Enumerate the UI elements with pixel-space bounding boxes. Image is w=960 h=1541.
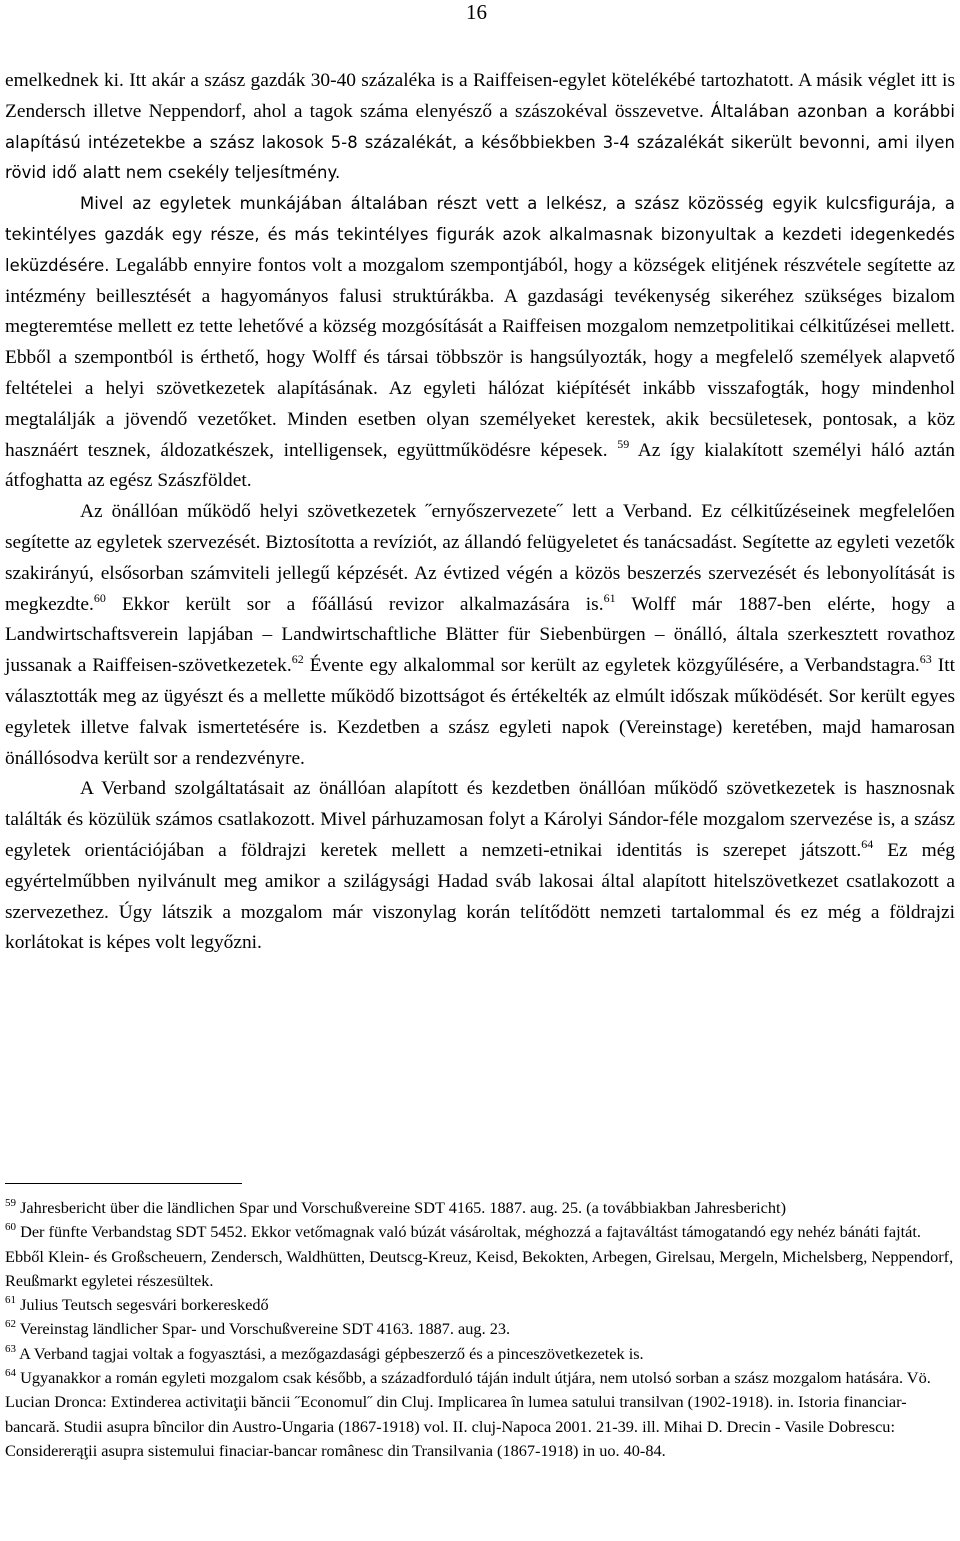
footnote-number: 61: [5, 1294, 16, 1307]
footnote-text: Vereinstag ländlicher Spar- und Vorschußvereine SDT 4163. 1887. aug. 23.: [16, 1319, 511, 1339]
footnote-text: Julius Teutsch segesvári borkereskedő: [16, 1295, 269, 1315]
footnotes: [5, 1196, 955, 1463]
paragraph-3: [5, 497, 955, 774]
footnote-text: A Verband tagjai voltak a fogyasztási, a mezőgazdasági gépbeszerző és a pinceszövetkezetek is.: [16, 1343, 644, 1363]
footnote-ref-60[interactable]: 60: [93, 590, 106, 605]
footnote-60: [5, 1220, 955, 1293]
body-text: [5, 66, 955, 959]
paragraph-1-text-b: Általában azonban a korábbi alapítású intézetekbe a szász lakosok 5-8 százalékát, a későbbiekben 3-4 százalékát sikerült bevonni, ami ilyen rövid idő alatt nem csekély teljesítmény.: [5, 101, 955, 183]
paragraph-1-text-a: emelkednek ki. Itt akár a szász gazdák 30-40 százaléka is a Raiffeisen-egylet kötelékébé tartozhatott. A másik véglet itt is Zendersch illetve Neppendorf, ahol a tagok száma elenyésző a szászokéval összevetve.: [5, 70, 955, 122]
paragraph-3-text-a: Az önállóan működő helyi szövetkezetek ˝ernyőszervezete˝ lett a Verband. Ez célkitűzéseinek megfelelően segítette az egyletek szervezését. Biztosította a revíziót, az állandó felügyeletet és tanácsadást. Segítette az egyleti vezetők szakirányú, elsősorban számviteli jellegű képzését. Az évtized végén a közös beszerzés szervezését és lebonyolítását is megkezdte.: [5, 501, 955, 615]
footnote-62: [5, 1317, 955, 1341]
footnote-number: 59: [5, 1197, 16, 1209]
footnote-ref-59[interactable]: 59: [617, 436, 630, 451]
footnote-text: Jahresbericht über die ländlichen Spar und Vorschußvereine SDT 4165. 1887. aug. 25. (a továbbiakban Jahresbericht): [16, 1198, 786, 1217]
paragraph-2-text-b: Legalább ennyire fontos volt a mozgalom szempontjából, hogy a községek elitjének részvétele segítette az intézmény beillesztését a hagyományos falusi struktúrákba. A gazdasági tevékenység sikeréhez szükséges bizalom megteremtése mellett ez tette lehetővé a község mozgósítását a Raiffeisen mozgalom nemzetpolitikai célkitűzései mellett. Ebből a szempontból is érthető, hogy Wolff és társai többször is hangsúlyozták, hogy a megfelelő személyek alapvető feltételei a helyi szövetkezetek alapításának. Az egyleti hálózat kiépítését inkább visszafogták, hogy mindenhol megtalálják a jövendő vezetőket. Minden esetben olyan személyeket kerestek, akik becsületesek, pontosak, a köz hasznáért tesznek, áldozatkészek, intelligensek, együttműködésre képesek.: [5, 254, 955, 461]
paragraph-4-text-a: A Verband szolgáltatásait az önállóan alapított és kezdetben önállóan működő szövetkezetek is hasznosnak találták és közülük számos csatlakozott. Mivel párhuzamosan folyt a Károlyi Sándor-féle mozgalom szervezése is, a szász egyletek orientációjában a földrajzi keretek mellett a nemzeti-etnikai identitás is szerepet játszott.: [5, 778, 955, 861]
paragraph-1: [5, 66, 955, 189]
footnote-text: Ugyanakkor a román egyleti mozgalom csak később, a századforduló táján indult útjára, nem utolsó sorban a szász mozgalom hatására. Vö. Lucian Dronca: Extinderea activitaţii băncii ˝Economul˝ din Cluj. Implicarea în lumea satului transilvan (1902-1918). in. Istoria financiar-bancară. Studii asupra bîncilor din Austro-Ungaria (1867-1918) vol. II. cluj-Napoca 2001. 21-39. ill. Mihai D. Drecin - Vasile Dobrescu: Considererąţii asupra sistemului finaciar-bancar românesc din Transilvania (1867-1918) in uo. 40-84.: [5, 1368, 931, 1460]
footnote-61: [5, 1293, 955, 1317]
paragraph-2-text-a: Mivel az egyletek munkájában általában részt vett a lelkész, a szász közösség egyik kulcsfigurája, a tekintélyes gazdák egy része, és más tekintélyes figurák azok alkalmasnak bizonyultak a kezdeti idegenkedés leküzdésére.: [5, 194, 955, 275]
paragraph-4: [5, 774, 955, 959]
paragraph-4-text-b: Ez még egyértelműbben nyilvánult meg amikor a szilágysági Hadad sváb lakosai által alapított hitelszövetkezet csatlakozott a szervezethez. Úgy látszik a mozgalom már viszonylag korán telítődött nemzeti tartalommal és ez még a földrajzi korlátokat is képes volt legyőzni.: [5, 839, 956, 954]
footnote-63: [5, 1342, 955, 1366]
footnote-text: Der fünfte Verbandstag SDT 5452. Ekkor vetőmagnak való búzát vásároltak, méghozzá a fajtaváltást támogatandó egy nehéz bánáti fajtát. Ebből Klein- és Großscheuern, Zendersch, Waldhütten, Deutscg-Kreuz, Keisd, Bekokten, Arbegen, Girelsau, Mergeln, Michelsberg, Neppendorf, Reußmarkt egyletei részesültek.: [5, 1222, 954, 1290]
footnote-number: 63: [5, 1342, 16, 1355]
paragraph-3-text-d: Évente egy alkalommal sor került az egyletek közgyűlésére, a Verbandstagra.: [303, 655, 920, 677]
footnote-number: 60: [5, 1221, 16, 1234]
paragraph-3-text-e: Itt választották meg az ügyészt és a mellette működő bizottságot és értékelték az elmúlt időszak működését. Sor került egyes egyletek illetve falvak ismertetésére is. Kezdetben a szász egyleti napok (Vereinstage) keretében, majd hamarosan önállósodva került sor a rendezvényre.: [5, 655, 955, 769]
footnote-divider: [5, 1183, 242, 1184]
paragraph-2-text-c: Az így kialakított személyi háló aztán átfoghatta az egész Szászföldet.: [5, 439, 955, 492]
paragraph-2: [5, 189, 955, 497]
footnote-64: [5, 1366, 955, 1463]
footnote-ref-62[interactable]: 62: [291, 652, 304, 667]
footnote-ref-61[interactable]: 61: [603, 590, 616, 605]
paragraph-3-text-c: Wolff már 1887-ben elérte, hogy a Landwirtschaftsverein lapjában – Landwirtschaftliche Blätter für Siebenbürgen – önálló, általa szerkesztett rovathoz jussanak a Raiffeisen-szövetkezetek.: [5, 593, 955, 677]
footnote-59: [5, 1196, 955, 1220]
footnote-number: 64: [5, 1367, 16, 1380]
footnote-ref-64[interactable]: 64: [861, 836, 874, 851]
footnote-number: 62: [5, 1318, 16, 1331]
paragraph-3-text-b: Ekkor került sor a főállású revizor alkalmazására is.: [105, 593, 604, 615]
footnote-ref-63[interactable]: 63: [919, 652, 932, 667]
page-number: 16: [466, 0, 487, 24]
